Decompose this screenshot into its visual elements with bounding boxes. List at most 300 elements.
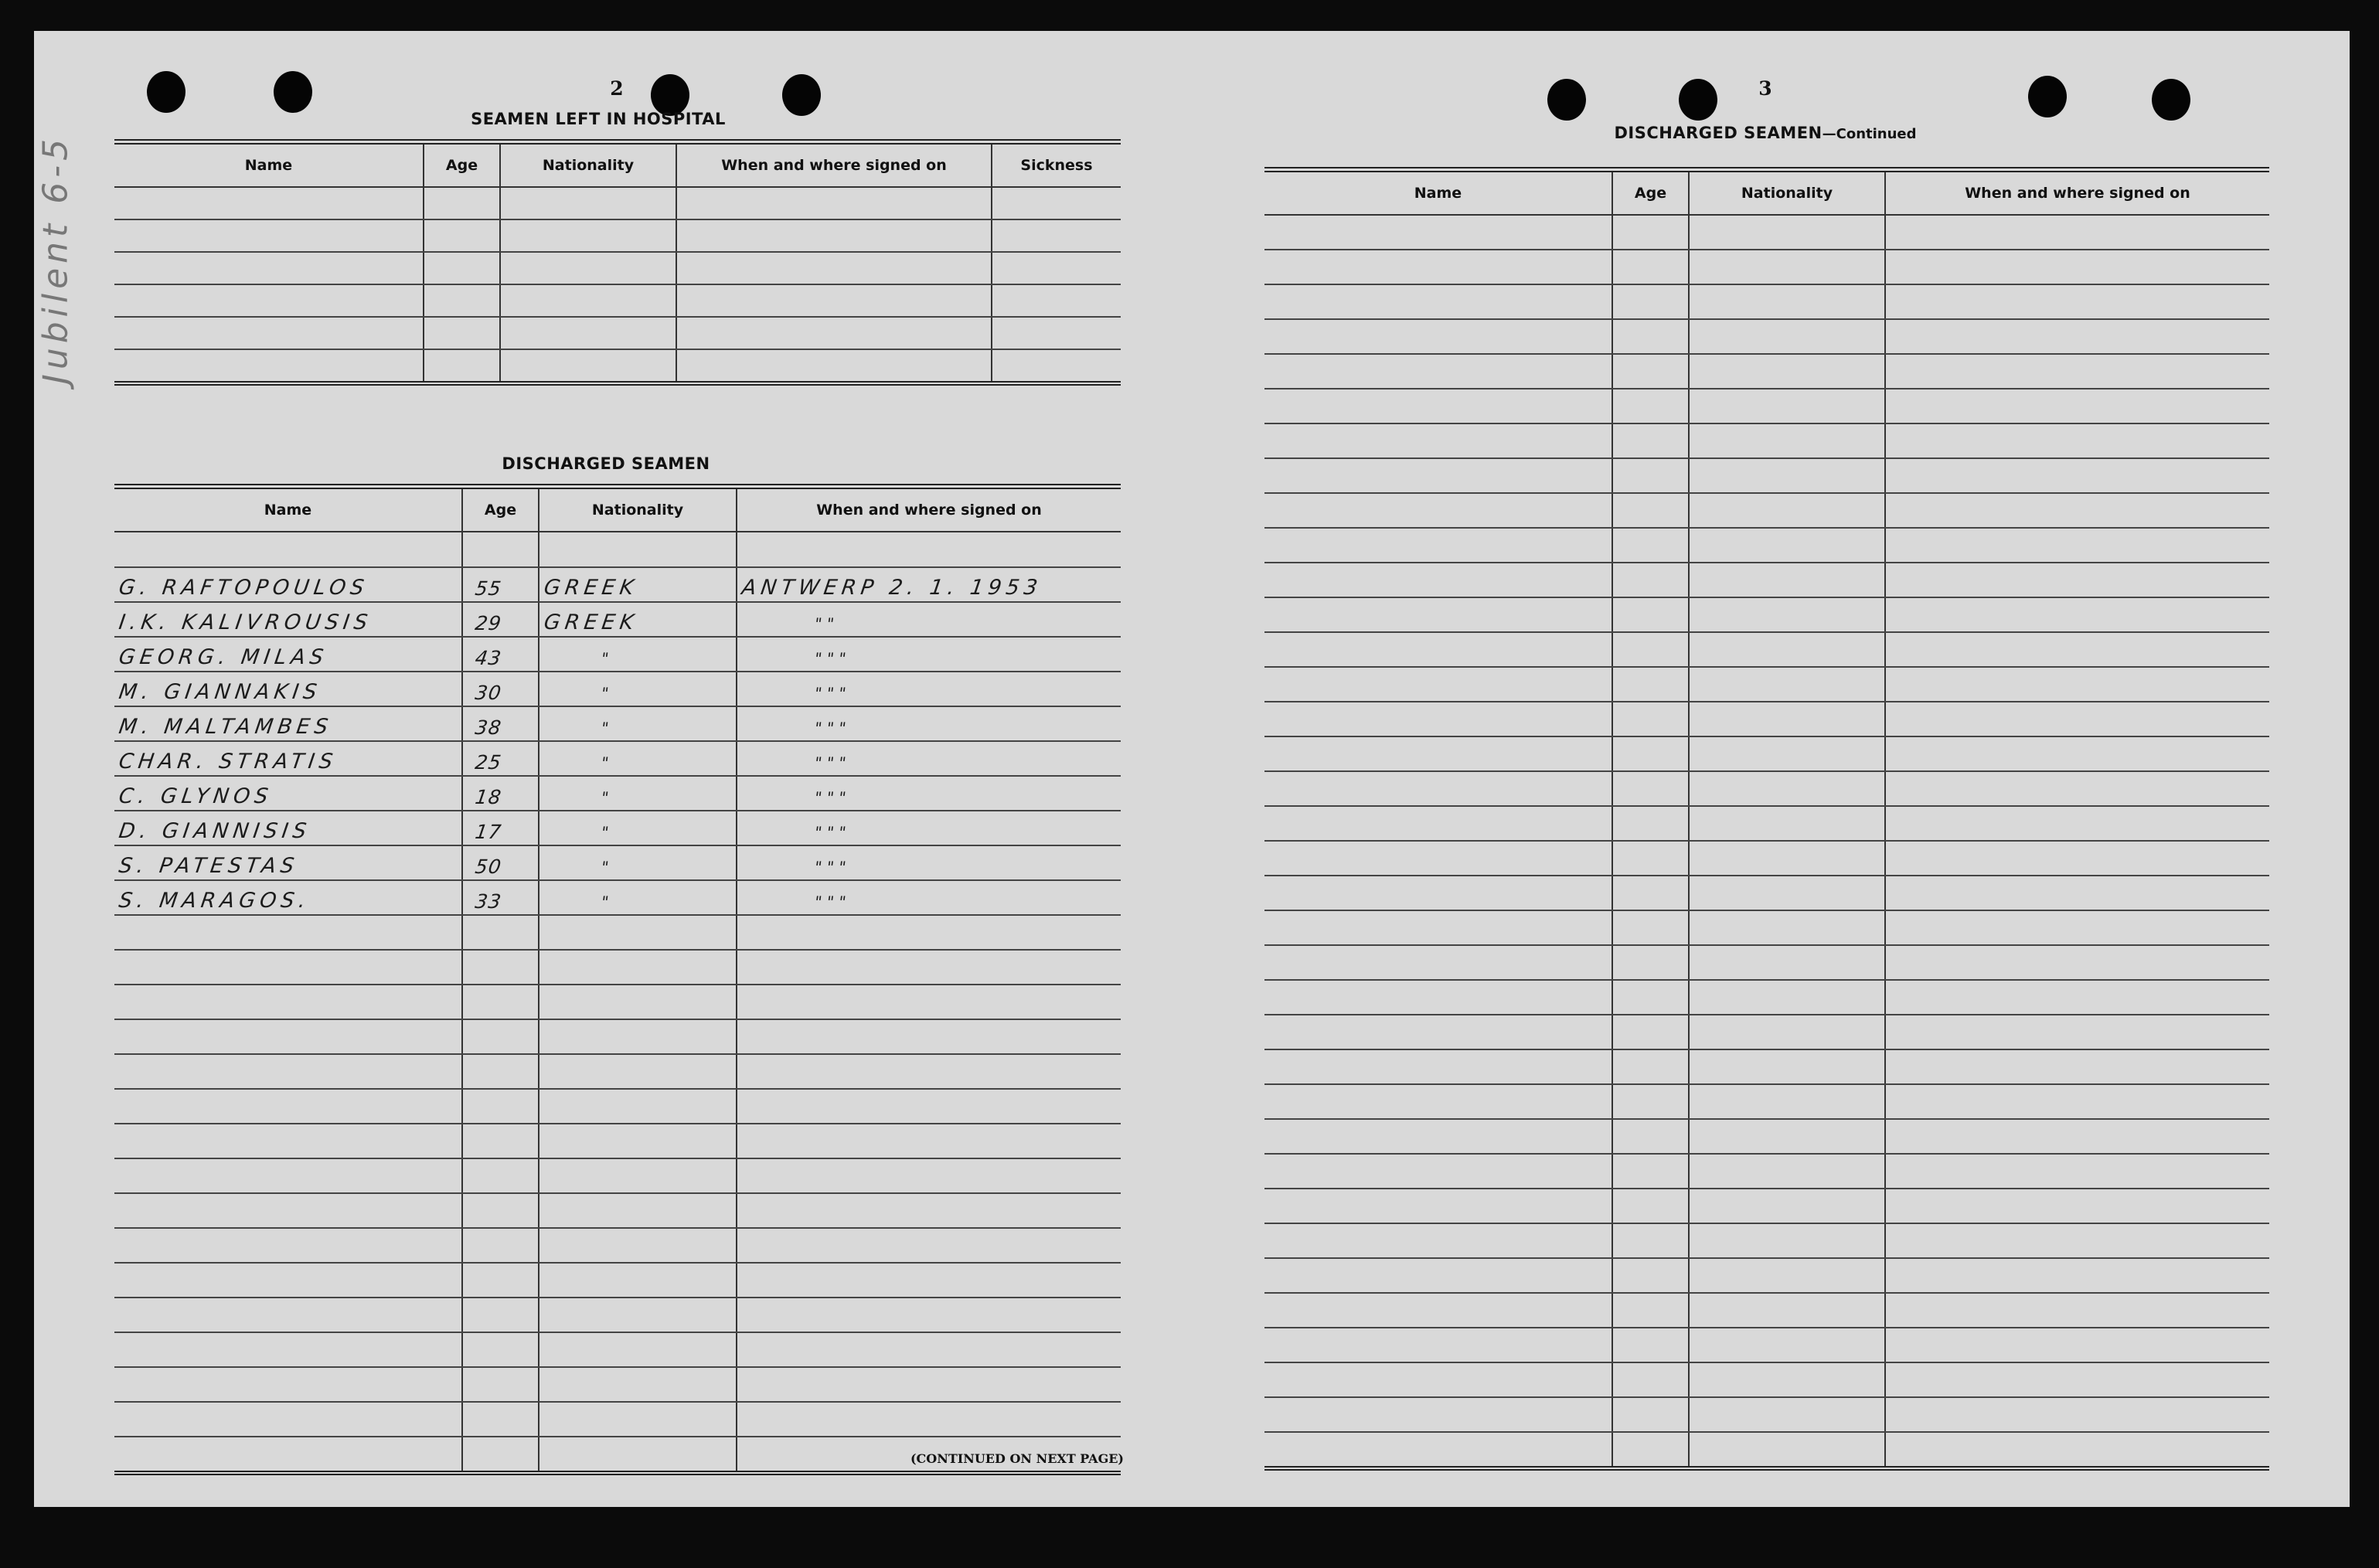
table-cell (1264, 876, 1612, 910)
table-cell (1885, 319, 2269, 354)
table-cell (114, 1228, 462, 1263)
table-cell (1612, 458, 1689, 493)
table-cell (1885, 910, 2269, 945)
table-cell (1264, 284, 1612, 319)
table-cell (737, 706, 1121, 741)
table-cell (1689, 250, 1885, 284)
table-row (114, 567, 1121, 602)
table-cell (1612, 771, 1689, 806)
table-row (114, 741, 1121, 776)
table-row (1264, 1432, 2269, 1468)
table-cell (737, 1228, 1121, 1263)
table-cell (1612, 1258, 1689, 1293)
entry-name: M. MALTAMBES (117, 715, 335, 739)
table-cell (1885, 250, 2269, 284)
table-cell (114, 637, 462, 672)
table-cell (737, 915, 1121, 950)
table-cell (1885, 1223, 2269, 1258)
table-cell (1612, 389, 1689, 423)
table-row (1264, 1328, 2269, 1362)
table-row (114, 1054, 1121, 1089)
table-cell (424, 349, 500, 383)
table-cell (1612, 1084, 1689, 1119)
table-cell (1689, 1154, 1885, 1189)
table-cell (992, 219, 1121, 252)
table-cell (462, 1367, 539, 1402)
table-cell (539, 845, 737, 880)
entry-nationality: " (600, 893, 610, 911)
table-cell (1689, 1015, 1885, 1049)
table-row (1264, 1258, 2269, 1293)
table-cell (1689, 528, 1885, 563)
table-row (114, 950, 1121, 985)
table-cell (539, 1263, 737, 1298)
column-header-signed-on: When and where signed on (737, 487, 1121, 532)
table-cell (1689, 563, 1885, 597)
table-cell (1885, 389, 2269, 423)
table-row (1264, 563, 2269, 597)
page-number: 3 (1758, 77, 1772, 100)
table-cell (992, 187, 1121, 219)
table-cell (1689, 354, 1885, 389)
table-cell (114, 1158, 462, 1193)
table-cell (737, 1332, 1121, 1367)
table-cell (1885, 284, 2269, 319)
table-cell (676, 219, 992, 252)
table-cell (114, 811, 462, 845)
table-cell (424, 252, 500, 284)
table-cell (114, 532, 462, 567)
table-row (114, 1228, 1121, 1263)
table-cell (1264, 458, 1612, 493)
table-cell (1612, 528, 1689, 563)
table-row (114, 811, 1121, 845)
table-cell (1689, 736, 1885, 771)
left-page (34, 31, 1193, 1507)
table-cell (539, 1193, 737, 1228)
table-cell (1885, 876, 2269, 910)
table-cell (539, 1054, 737, 1089)
table-cell (1612, 1015, 1689, 1049)
table-cell (462, 811, 539, 845)
table-cell (737, 1089, 1121, 1124)
table-cell (1612, 563, 1689, 597)
table-cell (1689, 423, 1885, 458)
table-row (114, 187, 1121, 219)
table-row (114, 1332, 1121, 1367)
table-cell (1612, 1189, 1689, 1223)
table-row (114, 1158, 1121, 1193)
table-cell (500, 219, 676, 252)
table-cell (462, 950, 539, 985)
table-row (114, 602, 1121, 637)
table-cell (114, 567, 462, 602)
table-row (114, 1019, 1121, 1054)
table-row (114, 532, 1121, 567)
table-cell (676, 187, 992, 219)
entry-name: GEORG. MILAS (117, 645, 330, 669)
entry-age: 30 (473, 682, 503, 704)
table-cell (1264, 1293, 1612, 1328)
table-row (114, 1263, 1121, 1298)
table-cell (114, 1402, 462, 1437)
table-cell (462, 602, 539, 637)
table-cell (1264, 215, 1612, 250)
table-cell (462, 741, 539, 776)
entry-age: 18 (473, 786, 503, 808)
table-cell (737, 567, 1121, 602)
table-cell (1612, 736, 1689, 771)
table-row (114, 219, 1121, 252)
table-row (1264, 1084, 2269, 1119)
table-cell (462, 1402, 539, 1437)
table-cell (114, 1263, 462, 1298)
table-cell (539, 776, 737, 811)
entry-name: G. RAFTOPOULOS (117, 576, 370, 600)
table-row (114, 672, 1121, 706)
table-cell (1612, 667, 1689, 702)
table-row (114, 706, 1121, 741)
table-row (1264, 1189, 2269, 1223)
table-cell (462, 1332, 539, 1367)
table-cell (1264, 563, 1612, 597)
table-cell (1885, 1189, 2269, 1223)
punch-hole (274, 71, 312, 113)
table-cell (539, 1437, 737, 1473)
table-cell (114, 985, 462, 1019)
punch-hole (1547, 79, 1586, 121)
table-cell (462, 706, 539, 741)
table-cell (539, 1332, 737, 1367)
table-cell (424, 219, 500, 252)
entry-signed-on: " " (813, 614, 836, 633)
table-cell (1885, 1362, 2269, 1397)
table-cell (500, 349, 676, 383)
table-cell (1612, 806, 1689, 841)
table-cell (114, 1437, 462, 1473)
table-row (1264, 667, 2269, 702)
table-cell (737, 602, 1121, 637)
table-cell (1885, 667, 2269, 702)
table-cell (1264, 1119, 1612, 1154)
table-cell (992, 252, 1121, 284)
table-cell (676, 317, 992, 349)
table-cell (1689, 597, 1885, 632)
table-cell (1612, 1362, 1689, 1397)
table-row (1264, 215, 2269, 250)
table-cell (1689, 702, 1885, 736)
table-cell (992, 317, 1121, 349)
table-cell (1885, 702, 2269, 736)
punch-hole (147, 71, 185, 113)
table-cell (1264, 806, 1612, 841)
entry-signed-on: " " " (813, 719, 847, 737)
table-cell (1885, 632, 2269, 667)
table-cell (539, 985, 737, 1019)
table-cell (1689, 1328, 1885, 1362)
entry-signed-on: " " " (813, 649, 847, 668)
table-cell (114, 672, 462, 706)
table-cell (500, 317, 676, 349)
entry-nationality: " (600, 719, 610, 737)
page-number: 2 (610, 77, 624, 100)
table-cell (462, 1263, 539, 1298)
table-cell (1612, 702, 1689, 736)
table-cell (114, 1298, 462, 1332)
table-cell (114, 845, 462, 880)
table-cell (114, 915, 462, 950)
table-cell (1689, 458, 1885, 493)
table-cell (539, 1367, 737, 1402)
table-cell (114, 1367, 462, 1402)
table-cell (1612, 1223, 1689, 1258)
table-cell (500, 187, 676, 219)
table-cell (737, 1158, 1121, 1193)
table-row (114, 880, 1121, 915)
table-cell (1264, 910, 1612, 945)
table-cell (114, 741, 462, 776)
table-cell (114, 284, 424, 317)
discharged-continued-title (1580, 124, 1951, 142)
table-cell (539, 1298, 737, 1332)
table-cell (1612, 1154, 1689, 1189)
column-header-sickness: Sickness (992, 142, 1121, 188)
table-cell (676, 252, 992, 284)
table-cell (1689, 1223, 1885, 1258)
table-row (1264, 1015, 2269, 1049)
table-cell (1264, 1189, 1612, 1223)
table-cell (114, 950, 462, 985)
entry-name: CHAR. STRATIS (117, 750, 339, 774)
table-cell (1885, 1049, 2269, 1084)
table-cell (1264, 632, 1612, 667)
table-cell (1689, 980, 1885, 1015)
table-row (1264, 1119, 2269, 1154)
table-cell (1689, 632, 1885, 667)
table-cell (462, 672, 539, 706)
table-cell (737, 1019, 1121, 1054)
table-row (1264, 423, 2269, 458)
table-cell (1885, 736, 2269, 771)
table-cell (462, 985, 539, 1019)
table-row (114, 1402, 1121, 1437)
table-cell (1885, 1084, 2269, 1119)
column-header-name: Name (114, 142, 424, 188)
table-row (1264, 806, 2269, 841)
table-cell (539, 706, 737, 741)
table-cell (1689, 806, 1885, 841)
table-cell (539, 811, 737, 845)
table-row (114, 845, 1121, 880)
table-cell (737, 1124, 1121, 1158)
table-cell (539, 1402, 737, 1437)
table-cell (1264, 1362, 1612, 1397)
entry-nationality: GREEK (542, 576, 640, 600)
table-cell (1689, 841, 1885, 876)
table-cell (462, 1054, 539, 1089)
table-cell (1264, 771, 1612, 806)
table-cell (1612, 841, 1689, 876)
table-cell (539, 950, 737, 985)
table-cell (462, 915, 539, 950)
discharged-table (114, 484, 1121, 1475)
table-cell (1689, 1084, 1885, 1119)
table-cell (737, 532, 1121, 567)
entry-nationality: " (600, 788, 610, 807)
table-cell (1885, 215, 2269, 250)
table-cell (1612, 1397, 1689, 1432)
table-cell (1689, 319, 1885, 354)
table-cell (1689, 910, 1885, 945)
entry-nationality: GREEK (542, 611, 640, 634)
table-cell (737, 637, 1121, 672)
table-row (1264, 319, 2269, 354)
table-cell (114, 219, 424, 252)
title-main: DISCHARGED SEAMEN (1614, 124, 1823, 142)
table-cell (1885, 771, 2269, 806)
table-row (114, 1298, 1121, 1332)
table-cell (424, 187, 500, 219)
table-cell (1264, 1154, 1612, 1189)
table-cell (1612, 876, 1689, 910)
table-cell (1264, 667, 1612, 702)
table-cell (114, 1089, 462, 1124)
table-cell (539, 637, 737, 672)
table-cell (1689, 945, 1885, 980)
table-cell (462, 880, 539, 915)
entry-nationality: " (600, 649, 610, 668)
table-cell (539, 532, 737, 567)
table-row (1264, 1154, 2269, 1189)
table-cell (1264, 1015, 1612, 1049)
table-row (1264, 1293, 2269, 1328)
table-row (114, 252, 1121, 284)
margin-note (36, 85, 87, 456)
punch-hole (1679, 79, 1717, 121)
entry-name: S. PATESTAS (117, 854, 301, 878)
table-cell (114, 349, 424, 383)
margin-note-text: Jubilent 6-5 (36, 134, 76, 385)
table-cell (114, 252, 424, 284)
table-cell (1612, 493, 1689, 528)
table-row (1264, 458, 2269, 493)
table-cell (737, 1402, 1121, 1437)
table-cell (1689, 1432, 1885, 1468)
table-cell (462, 1089, 539, 1124)
table-cell (1264, 493, 1612, 528)
table-cell (1885, 806, 2269, 841)
table-row (114, 1367, 1121, 1402)
table-cell (1612, 250, 1689, 284)
entry-nationality: " (600, 753, 610, 772)
table-cell (539, 1228, 737, 1263)
table-row (114, 1193, 1121, 1228)
table-row (114, 317, 1121, 349)
table-cell (1689, 876, 1885, 910)
table-row (1264, 389, 2269, 423)
entry-name: M. GIANNAKIS (117, 680, 323, 704)
table-row (1264, 980, 2269, 1015)
column-header-age: Age (424, 142, 500, 188)
table-cell (1264, 250, 1612, 284)
entry-name: D. GIANNISIS (117, 819, 313, 843)
table-cell (1689, 1189, 1885, 1223)
table-cell (737, 845, 1121, 880)
table-cell (1264, 702, 1612, 736)
column-header-nationality: Nationality (1689, 170, 1885, 216)
table-row (1264, 1362, 2269, 1397)
table-cell (1885, 1397, 2269, 1432)
entry-nationality: " (600, 858, 610, 876)
table-cell (1885, 354, 2269, 389)
table-cell (1689, 284, 1885, 319)
continued-note: (CONTINUED ON NEXT PAGE) (910, 1451, 1124, 1466)
table-cell (114, 1019, 462, 1054)
column-header-signed-on: When and where signed on (1885, 170, 2269, 216)
table-cell (114, 1054, 462, 1089)
table-cell (539, 672, 737, 706)
table-cell (737, 950, 1121, 985)
table-cell (1612, 980, 1689, 1015)
right-page (1193, 31, 2350, 1507)
table-cell (1689, 1258, 1885, 1293)
table-cell (462, 637, 539, 672)
table-cell (114, 1124, 462, 1158)
entry-signed-on: ANTWERP 2. 1. 1953 (740, 576, 1044, 600)
table-cell (462, 776, 539, 811)
table-cell (114, 706, 462, 741)
entry-name: I.K. KALIVROUSIS (117, 611, 374, 634)
table-row (1264, 945, 2269, 980)
entry-signed-on: " " " (813, 858, 847, 876)
table-cell (1264, 945, 1612, 980)
entry-age: 50 (473, 855, 503, 878)
table-cell (1264, 1328, 1612, 1362)
table-row (1264, 597, 2269, 632)
table-cell (1885, 1119, 2269, 1154)
table-row (1264, 493, 2269, 528)
table-cell (462, 1124, 539, 1158)
table-cell (500, 284, 676, 317)
table-cell (1689, 389, 1885, 423)
entry-signed-on: " " " (813, 823, 847, 842)
table-cell (1264, 319, 1612, 354)
column-header-nationality: Nationality (539, 487, 737, 532)
table-cell (1612, 597, 1689, 632)
table-row (114, 1089, 1121, 1124)
table-cell (539, 1158, 737, 1193)
table-cell (114, 880, 462, 915)
table-cell (737, 1367, 1121, 1402)
column-header-name: Name (114, 487, 462, 532)
table-cell (1612, 910, 1689, 945)
table-cell (424, 317, 500, 349)
table-cell (1885, 841, 2269, 876)
table-cell (1612, 1119, 1689, 1154)
table-cell (462, 567, 539, 602)
table-cell (1264, 354, 1612, 389)
table-cell (1885, 423, 2269, 458)
table-cell (737, 985, 1121, 1019)
table-cell (1264, 597, 1612, 632)
table-row (1264, 632, 2269, 667)
table-cell (539, 915, 737, 950)
table-cell (500, 252, 676, 284)
punch-hole (782, 74, 821, 116)
entry-age: 33 (473, 890, 503, 913)
table-cell (539, 1019, 737, 1054)
table-row (1264, 771, 2269, 806)
